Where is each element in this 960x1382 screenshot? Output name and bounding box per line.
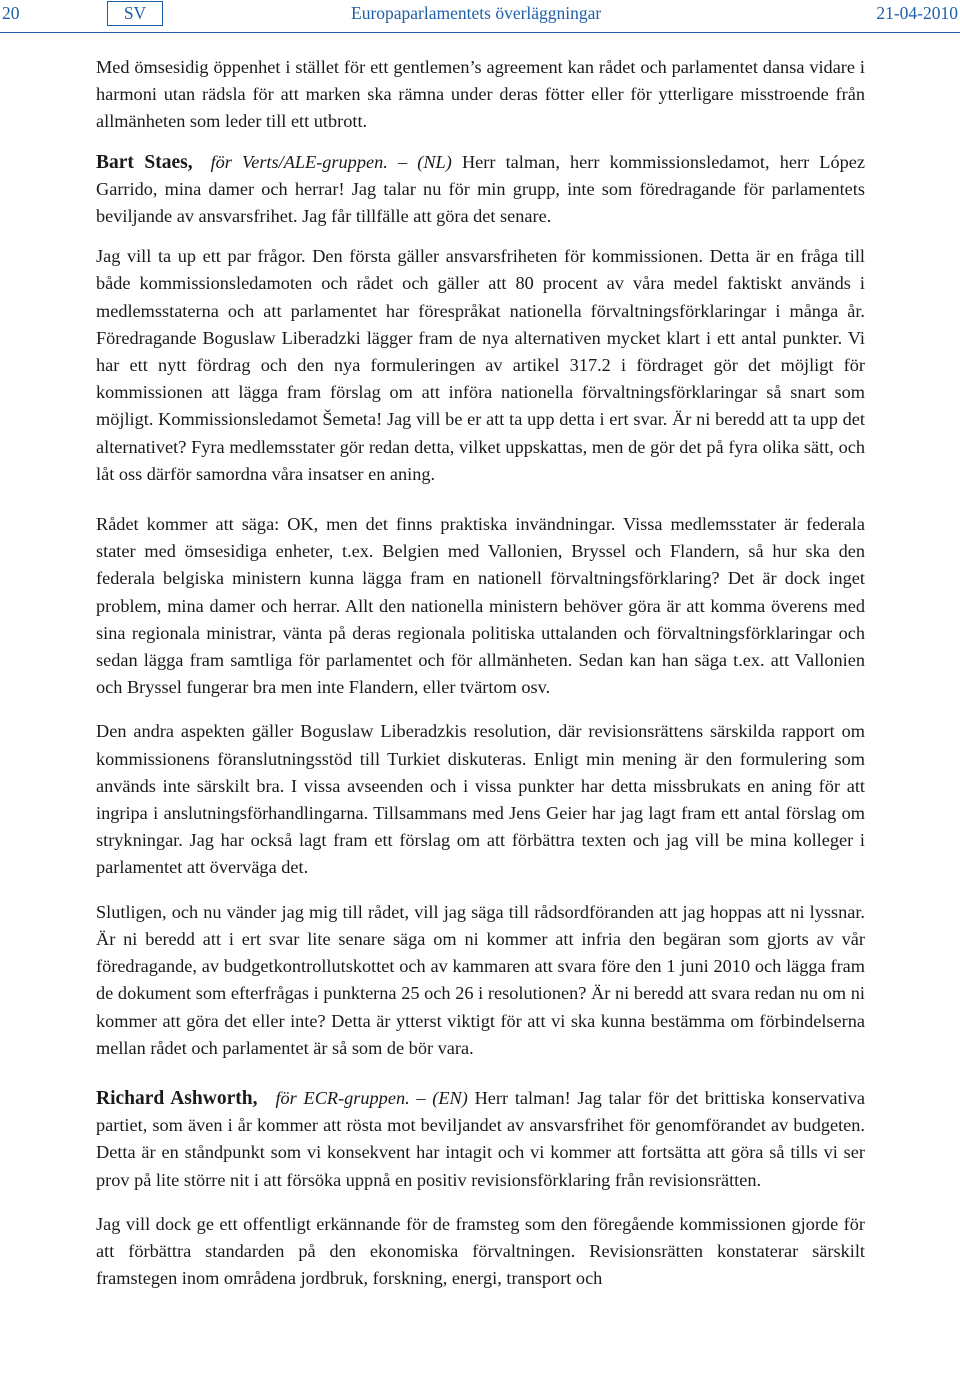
speech-text: Herr talman, herr kommissionsledamot, herr López Garrido, mina damer och herrar! Jag talar nu för min grupp, inte som föredragande för parlamentets beviljande av ansvarsfrihet. Jag får tillfälle att göra det senare. (96, 151, 865, 227)
speaker-name: Bart Staes, (96, 151, 193, 173)
speech-text: Herr talman! Jag talar för det brittiska konservativa partiet, som även i år kommer att rösta mot beviljandet av ansvarsfrihet för genomförandet av budgeten. Detta är en ståndpunkt som vi konsekvent har intagit och vi kommer att fortsätta att göra så tills vi ser prov på lite större nit i att försöka uppnå en positiv revisionsförklaring från revisionsrätten. (96, 1087, 865, 1190)
paragraph-federal-states: Rådet kommer att säga: OK, men det finns praktiska invändningar. Vissa medlemsstater är federala stater med ömsesidiga enheter, t.ex. Belgien med Vallonien, Bryssel och Flandern, så hur ska den federala belgiska ministern kunna lägga fram en nationell förvaltningsförklaring? Det är dock inget problem, mina damer och herrar. Allt den nationella ministern behöver göra är att komma överens med sina regionala ministrar, vänta på deras regionala politiska uttalanden och förvaltningsförklaringar och sedan lägga fram samtliga för parlamentet och för allmänheten. Sedan kan han säga t.ex. att Vallonien och Bryssel fungerar bra men inte Flandern, eller tvärtom osv. (96, 514, 865, 698)
paragraph-council-question: Slutligen, och nu vänder jag mig till rådet, vill jag säga till rådsordföranden att jag hoppas att ni lyssnar. Är ni beredd att i ert svar lite senare säga om ni kommer att infria den begäran som gjorts av vår föredragande, av budgetkontrollutskottet och av kammaren att svara före den 1 juni 2010 och lägga fram de dokument som efterfrågas i punkterna 25 och 26 i resolutionen? Är ni beredd att svara redan nu om ni kommer att göra det eller inte? Detta är ytterst viktigt för att vi ska kunna bestämma om förbindelserna mellan rådet och parlamentet är så som de bör vara. (96, 901, 865, 1058)
speech-staes (96, 149, 865, 231)
paragraph-discharge-commission: Jag vill ta up ett par frågor. Den första gäller ansvarsfriheten för kommissionen. Detta är en fråga till både kommissionsledamoten och rådet och gäller att 80 procent av våra medel faktiskt används i medlemsstaterna och att parlamentet har förespråkat nationella förvaltningsförklaringar i många år. Föredragande Boguslaw Liberadzki lägger fram de nya alternativen mycket klart i ett antal punkter. Vi har ett nytt fördrag och den nya formuleringen av artikel 317.2 i fördraget gör det möjligt för kommissionen att lägga fram förslag om att införa nationella förvaltningsförklaringar så snart som möjligt. Kommissionsledamot Šemeta! Jag vill be er att ta upp detta i ert svar. Är ni beredd att ta upp det alternativet? Fyra medlemsstater gör redan detta, vilket uppskattas, men de gör det på fyra olika sätt, och låt oss därför samordna våra insatser en aning. (96, 246, 865, 484)
paragraph-progress: Jag vill dock ge ett offentligt erkännande för de framsteg som den föregående kommissionen gjorde för att förbättra standarden på den ekonomiska förvaltningen. Revisionsrätten konstaterar särskilt framstegen inom områdena jordbruk, forskning, energi, transport och (96, 1213, 865, 1289)
paragraph-turkey-report: Den andra aspekten gäller Boguslaw Liberadzkis resolution, där revisionsrättens särskilda rapport om kommissionens föranslutningsstöd till Turkiet diskuteras. Enligt min mening är den formulering som används inte särskilt bra. I vissa avseenden och i vissa punkter har detta missbrukats en aning för att ingripa i anslutningsförhandlingarna. Tillsammans med Jens Geier har jag lagt fram ett antal förslag om strykningar. Jag har också lagt fram ett förslag om att förbättra texten och jag vill be mina kolleger i parlamentet att överväga det. (96, 721, 865, 878)
speaker-group: för Verts/ALE-gruppen. (210, 151, 388, 172)
page-header (0, 0, 960, 34)
document-body (96, 54, 865, 1292)
language-badge: SV (107, 1, 163, 26)
document-date: 21-04-2010 (876, 3, 958, 23)
speaker-group: för ECR-gruppen. (275, 1087, 410, 1108)
speech-ashworth (96, 1085, 865, 1194)
speech-language: – (EN) (416, 1087, 468, 1108)
speaker-name: Richard Ashworth, (96, 1087, 258, 1109)
speech-language: – (NL) (397, 151, 452, 172)
document-title: Europaparlamentets överläggningar (351, 3, 602, 23)
page-number: 20 (2, 3, 20, 23)
paragraph-intro: Med ömsesidig öppenhet i stället för ett gentlemen’s agreement kan rådet och parlamentet dansa vidare i harmoni utan rädsla för att marken ska rämna under deras fötter eller för ytterligare misstroende från allmänheten som leder till ett utbrott. (96, 57, 865, 132)
header-divider (0, 32, 960, 33)
